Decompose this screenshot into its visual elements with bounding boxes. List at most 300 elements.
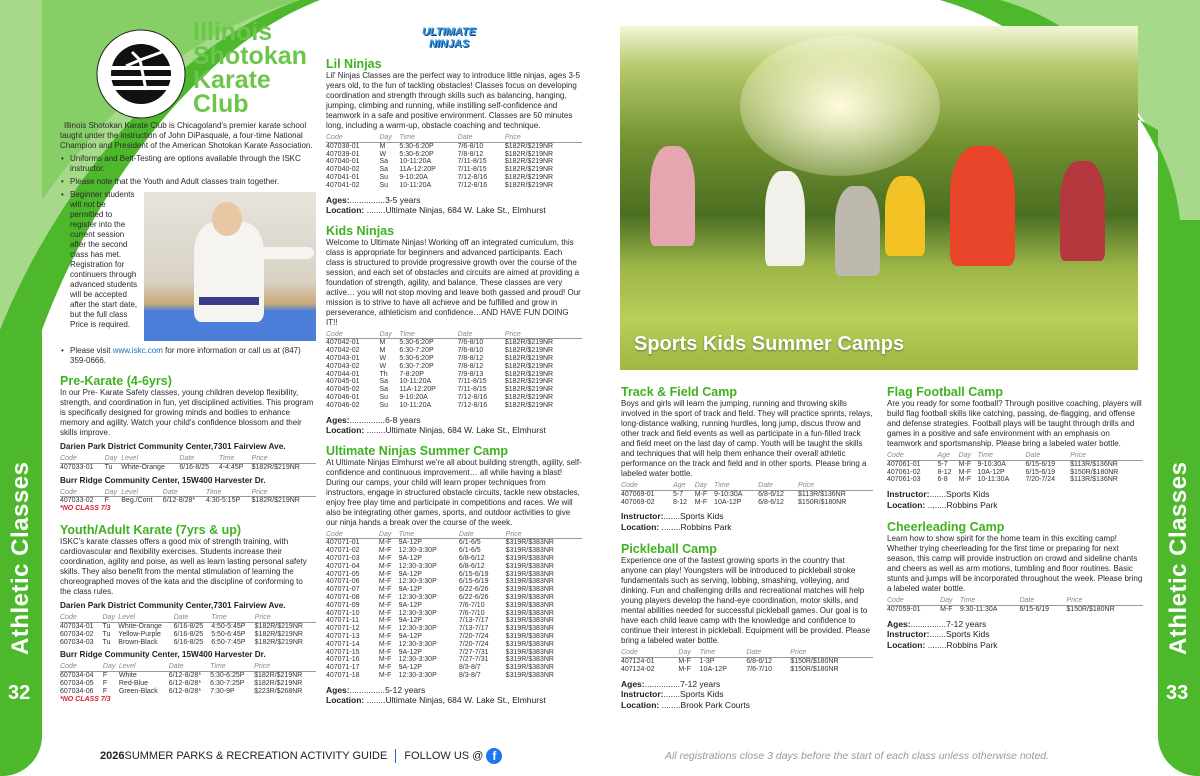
table-cell: 5:30-6:25P [210, 672, 245, 680]
table-cell: 9A-12P [398, 554, 422, 562]
column-header: Time [206, 489, 252, 497]
table-cell: 9A-12P [398, 632, 422, 640]
table-cell: Sa [379, 378, 389, 386]
table-cell: M-F [378, 671, 392, 679]
table-cell: 9A-12P [398, 586, 422, 594]
table-cell: 407069-02 [621, 498, 655, 506]
prekarate-table-darien [60, 455, 316, 472]
table-cell: 10A-12P [714, 498, 742, 506]
column-header: Time [210, 663, 254, 671]
table-cell: $150R/$180NR [790, 658, 839, 666]
column-header: Code [887, 452, 938, 460]
table-cell: M-F [378, 648, 392, 656]
kids-ages: Ages: ..... 6-8 years [326, 415, 582, 426]
table-cell: 5:30-6:20P [399, 142, 434, 150]
table-cell: 9A-12P [398, 664, 422, 672]
table-cell: 607034-04 [60, 672, 94, 680]
column-header: Date [746, 649, 790, 657]
table-row [887, 476, 1143, 484]
table-cell: White-Orange [118, 622, 162, 630]
table-cell: 407042-02 [326, 347, 360, 355]
table-row [326, 182, 582, 190]
track-pickle-column [621, 385, 873, 710]
lil-ninjas-desc: Lil' Ninjas Classes are the perfect way to introduce little ninjas, ages 3-5 years old, to the fun of tackling obstacles! Classes focus on developing coordination and strength through skills such as balancing, hanging, jumping, climbing and running, while instilling self-confidence and teamwork in a safe and positive environment. Classes are 50 minutes long, including a warm-up, obstacle coaching and technique. [326, 71, 581, 130]
ultimate-camp-title: Ultimate Ninjas Summer Camp [326, 443, 508, 458]
table-cell: $182R/$219NR [504, 150, 554, 158]
table-cell: 407071-02 [326, 547, 360, 555]
table-cell: Beg./Cont [121, 497, 153, 505]
table-cell: M-F [378, 625, 392, 633]
footer-disclaimer: All registrations close 3 days before the start of each class unless otherwise noted. [665, 750, 1050, 762]
column-header: Code [326, 531, 379, 539]
table-cell: 407061-03 [887, 476, 921, 484]
table-cell: 6/15-6/19 [1019, 605, 1050, 613]
table-row [60, 639, 316, 647]
table-cell: W [379, 362, 387, 370]
cheer-ages: Ages: ..... 7-12 years [887, 619, 1143, 630]
table-cell: $113R/$136NR [1070, 476, 1118, 484]
column-header: Time [219, 455, 252, 463]
column-header: Date [1025, 452, 1070, 460]
table-row [326, 339, 582, 347]
table-cell: 7/20-7/24 [458, 640, 489, 648]
table-cell: M [379, 339, 386, 347]
table-cell: 9A-12P [398, 570, 422, 578]
table-cell: $150R/$180NR [790, 665, 839, 673]
column-header: Level [121, 489, 163, 497]
column-header: Day [103, 614, 119, 622]
table-cell: 6/16-8/25 [173, 630, 204, 638]
table-cell: 9A-12P [398, 648, 422, 656]
table-cell: 10-11:20A [399, 158, 432, 166]
youth-location-2: Burr Ridge Community Center, 15W400 Harvester Dr. [60, 650, 266, 660]
lil-ages: Ages: ..... 3-5 years [326, 195, 582, 206]
table-cell: 607034-06 [60, 687, 94, 695]
table-cell: 11A-12:20P [399, 166, 436, 174]
column-header: Time [399, 331, 457, 339]
table-cell: 407033-01 [60, 463, 94, 471]
column-header: Price [255, 614, 316, 622]
table-row [326, 664, 582, 672]
page-number-left: 32 [8, 682, 31, 704]
table-cell: 10A-12P [977, 468, 1005, 476]
table-cell: 7/11-8/15 [457, 166, 487, 174]
table-cell: $319R/$383NR [505, 562, 554, 570]
table-cell: 6/22-6/26 [458, 586, 489, 594]
table-cell: 7/12-8/16 [457, 401, 488, 409]
table-cell: 407071-17 [326, 664, 360, 672]
table-cell: Tu [102, 638, 111, 646]
table-cell: 10-11:20A [399, 401, 432, 409]
prekarate-title: Pre-Karate (4-6yrs) [60, 374, 172, 388]
table-cell: $182R/$219NR [251, 497, 300, 505]
table-row [326, 610, 582, 618]
table-cell: 7/13-7/17 [458, 617, 489, 625]
footer-follow: FOLLOW US @ [404, 750, 484, 762]
table-cell: 12:30-3:30P [398, 547, 437, 555]
table-row [326, 649, 582, 657]
table-cell: 4:30-5:15P [205, 497, 241, 505]
column-header: Day [959, 452, 978, 460]
table-cell: 407071-09 [326, 601, 360, 609]
table-header [326, 331, 582, 339]
table-cell: 7/11-8/15 [457, 386, 487, 394]
table-cell: 8/3-8/7 [458, 664, 481, 672]
table-cell: 10-11:20A [399, 378, 432, 386]
title-line: Illinois [193, 18, 273, 46]
section-label-right: Athletic Classes [1165, 461, 1192, 655]
flag-location: Location: ........ Robbins Park [887, 500, 1143, 511]
table-row [887, 469, 1143, 477]
table-row [326, 363, 582, 371]
table-cell: $182R/$219NR [504, 401, 554, 409]
table-cell: 407033-02 [60, 497, 94, 505]
table-cell: $113R/$136NR [1070, 460, 1118, 468]
table-cell: 407046-01 [326, 393, 360, 401]
table-cell: $319R/$383NR [505, 601, 554, 609]
column-header: Date [163, 489, 206, 497]
table-cell: $319R/$383NR [505, 593, 554, 601]
column-header: Day [940, 597, 960, 605]
table-cell: 407071-12 [326, 625, 360, 633]
footer-guide [100, 748, 502, 764]
table-cell: 8-12 [672, 498, 687, 506]
kids-ninjas-title: Kids Ninjas [326, 223, 395, 238]
youth-table-burr-ridge [60, 663, 316, 695]
table-cell: M-F [378, 601, 392, 609]
table-cell: Th [379, 370, 388, 378]
table-cell: 7/8-8/12 [457, 150, 484, 158]
column-header: Price [252, 489, 316, 497]
table-cell: White [118, 672, 137, 680]
prekarate-location-2: Burr Ridge Community Center, 15W400 Harvester Dr. [60, 475, 266, 485]
table-cell: F [102, 679, 108, 687]
table-cell: 12:30-3:30P [398, 625, 437, 633]
table-cell: M-F [378, 609, 392, 617]
cheer-desc: Learn how to show spirit for the home team in this exciting camp! Whether trying cheerleading for the first time or preparing for next season, this camp will provide instruction on crowd and sideline chants and cheers as well as arm motions, tumbling and floor routines. Basic stunts and jumps will be incorporated throughout the week. Please bring a labeled water bottle. [887, 534, 1143, 594]
table-header [326, 531, 582, 539]
table-cell: 9:30-11:30A [959, 605, 998, 613]
column-header: Day [678, 649, 699, 657]
table-cell: Su [379, 393, 389, 401]
table-row [326, 656, 582, 664]
table-row [326, 602, 582, 610]
column-header: Price [506, 531, 582, 539]
table-row [326, 594, 582, 602]
table-cell: 6/16-8/25 [173, 622, 204, 630]
table-cell: 407124-02 [621, 665, 655, 673]
table-row [326, 174, 582, 182]
table-cell: 407040-01 [326, 158, 360, 166]
table-cell: 12:30-3:30P [398, 640, 437, 648]
bullet-youth-adult: • Please note that the Youth and Adult classes train together. [60, 177, 316, 187]
column-header: Day [379, 331, 399, 339]
table-cell: $182R/$219NR [504, 362, 554, 370]
table-row [326, 355, 582, 363]
section-label-left: Athletic Classes [7, 461, 34, 655]
table-cell: 407071-10 [326, 609, 360, 617]
photo-caption: Sports Kids Summer Camps [634, 333, 905, 355]
table-cell: $319R/$383NR [505, 664, 554, 672]
table-cell: $182R/$219NR [504, 142, 554, 150]
table-cell: Su [379, 173, 389, 181]
ultimate-camp-table [326, 531, 582, 680]
table-cell: 6/1-6/5 [458, 547, 481, 555]
table-cell: Red-Blue [118, 679, 149, 687]
column-header: Code [60, 614, 103, 622]
table-cell: 7/6-8/10 [457, 347, 484, 355]
table-header [887, 452, 1143, 460]
table-cell: $182R/$219NR [504, 181, 554, 189]
table-cell: 7/6-8/10 [457, 339, 484, 347]
youth-table-darien [60, 614, 316, 646]
table-cell: 407042-01 [326, 339, 360, 347]
table-cell: 12:30-3:30P [398, 656, 437, 664]
table-row [326, 378, 582, 386]
table-row [60, 631, 316, 639]
iskc-title [193, 20, 307, 116]
table-cell: 6/16-8/25 [173, 638, 204, 646]
table-cell: 5:30-6:20P [399, 150, 434, 158]
table-cell: 6/12-8/28* [168, 687, 202, 695]
table-cell: 407059-01 [887, 605, 921, 613]
table-cell: 6/15-6/19 [458, 570, 489, 578]
track-title: Track & Field Camp [621, 385, 738, 399]
table-cell: F [102, 687, 108, 695]
sports-kids-photo [620, 26, 1138, 370]
column-header: Time [700, 649, 747, 657]
table-cell: 6/15-6/19 [458, 578, 489, 586]
column-header: Age [673, 482, 695, 490]
table-cell: 7/9-8/13 [457, 370, 484, 378]
table-cell: $319R/$383NR [505, 609, 554, 617]
table-cell: $182R/$219NR [504, 339, 554, 347]
table-cell: 6/12-8/28* [168, 672, 202, 680]
table-row [326, 158, 582, 166]
table-cell: 7:30-9P [210, 687, 235, 695]
column-header: Date [458, 331, 505, 339]
youth-location-1: Darien Park District Community Center,7301 Fairview Ave. [60, 601, 286, 611]
column-header: Time [714, 482, 758, 490]
table-row [326, 633, 582, 641]
pickleball-title: Pickleball Camp [621, 542, 717, 557]
table-cell: $182R/$219NR [504, 393, 554, 401]
table-cell: M-F [378, 593, 392, 601]
table-cell: 407071-04 [326, 562, 360, 570]
table-cell: 407124-01 [621, 658, 655, 666]
table-cell: $319R/$383NR [505, 648, 554, 656]
table-cell: Sa [379, 386, 389, 394]
prekarate-table-burr-ridge [60, 489, 316, 506]
table-cell: 7/27-7/31 [458, 656, 489, 664]
table-cell: 6/1-6/5 [458, 539, 481, 547]
facebook-icon[interactable]: f [486, 748, 502, 764]
table-cell: 6:30-7:25P [210, 679, 245, 687]
table-cell: M-F [958, 468, 972, 476]
table-cell: $319R/$383NR [505, 586, 554, 594]
table-cell: 6/12-8/28* [168, 679, 202, 687]
table-row [60, 622, 316, 630]
table-cell: 6/22-6/26 [458, 593, 489, 601]
table-cell: $182R/$219NR [504, 354, 554, 362]
table-cell: 407071-07 [326, 586, 360, 594]
table-cell: 407045-01 [326, 378, 360, 386]
column-header: Date [758, 482, 798, 490]
table-cell: White-Orange [121, 463, 165, 471]
column-header: Price [252, 455, 316, 463]
column-header: Price [1066, 597, 1143, 605]
table-cell: 7/6-8/10 [457, 142, 484, 150]
table-row [621, 666, 873, 674]
table-cell: M-F [958, 460, 972, 468]
column-header: Time [211, 614, 254, 622]
kids-ninjas-table [326, 331, 582, 410]
table-cell: $182R/$219NR [504, 378, 554, 386]
table-cell: 407061-02 [887, 468, 921, 476]
cheer-instructor: Instructor: ....... Sports Kids [887, 629, 1143, 640]
table-cell: 1-3P [699, 658, 715, 666]
table-cell: $319R/$383NR [505, 578, 554, 586]
column-header: Day [105, 455, 122, 463]
table-row [326, 563, 582, 571]
table-cell: 12:30-3:30P [398, 671, 437, 679]
column-header: Time [977, 452, 1025, 460]
table-cell: 7-8:20P [399, 370, 424, 378]
table-cell: $223R/$268NR [254, 687, 303, 695]
table-cell: 7/6-7/10 [458, 601, 485, 609]
table-cell: Brown-Black [118, 638, 158, 646]
table-cell: M-F [378, 656, 392, 664]
table-cell: 607034-03 [60, 638, 94, 646]
title-line: Shotokan [193, 42, 307, 70]
table-cell: $182R/$219NR [254, 622, 303, 630]
table-cell: 6/8-6/12 [758, 490, 784, 498]
table-cell: M-F [378, 547, 392, 555]
table-cell: M-F [378, 562, 392, 570]
footer-guide-title: SUMMER PARKS & RECREATION ACTIVITY GUIDE [124, 750, 388, 762]
table-cell: 7/6-7/10 [746, 665, 772, 673]
column-header: Time [399, 531, 459, 539]
ultimate-ninjas-logo: ULTIMATE NINJAS [422, 26, 476, 50]
table-row [326, 539, 582, 547]
table-cell: 7/12-8/16 [457, 173, 488, 181]
table-cell: $150R/$180NR [798, 498, 847, 506]
table-row [621, 490, 873, 498]
table-cell: 407044-01 [326, 370, 360, 378]
column-header: Code [887, 597, 940, 605]
prekarate-desc: In our Pre- Karate Safety classes, young children develop flexibility, strength, and coordination in fun, yet disciplined activities. This program is specifically designed for growing minds and bodies to enhance memory and agility. Watch your child's confidence blossom and their skills improve. [60, 388, 314, 437]
kids-ninjas-desc: Welcome to Ultimate Ninjas! Working off an integrated curriculum, this class is appropriate for beginners and advanced participants. Each class is structured to provide progressive growth over the course of the session, and each set of obstacles and circuits are aimed at providing a foundation of strength, agility, and balance. These classes are very active… you will not stop moving and leave both gassed and proud! Our mission is to strive to have all achieve and be fulfilled and grow in perseverance, athleticism and confidence…AND HAVE FUN DOING IT!! [326, 237, 581, 327]
table-cell: M-F [378, 586, 392, 594]
table-row [326, 347, 582, 355]
pickleball-desc: Experience one of the fastest growing sports in the country that anyone can play! Youngsters will be introduced to pickleball stroke fundamentals such as serving, lobbing, smashing, volleying, and dinking. Fun and challenging drills and recreational matches will help young players develop the hand-eye coordination, motor skills, and mental abilities needed for successful pickleball games. Our goal is to have each child leave camp with the knowledge and confidence to continue their interest in pickleball. Equipment will be provided. Please bring a labeled water bottle. [621, 556, 871, 646]
cheer-table [887, 597, 1143, 614]
table-cell: 6:50-7:45P [211, 638, 246, 646]
table-cell: 407043-02 [326, 362, 360, 370]
table-cell: 9A-12P [398, 601, 422, 609]
table-row [326, 625, 582, 633]
column-header: Date [174, 614, 212, 622]
table-cell: 5:30-6:20P [399, 339, 434, 347]
column-header: Price [798, 482, 873, 490]
track-instructor: Instructor: ....... Sports Kids [621, 511, 873, 522]
table-cell: 8/3-8/7 [458, 671, 481, 679]
table-row [326, 166, 582, 174]
table-row [621, 499, 873, 507]
table-cell: 407071-14 [326, 640, 360, 648]
pickle-instructor: Instructor: ....... Sports Kids [621, 689, 873, 700]
table-cell: M-F [378, 554, 392, 562]
table-cell: 4:50-5:45P [211, 622, 246, 630]
iskc-website-link[interactable]: www.iskc.com [112, 346, 163, 355]
table-cell: W [379, 354, 387, 362]
table-row [326, 586, 582, 594]
cheer-location: Location: ........ Robbins Park [887, 640, 1143, 651]
table-cell: 407071-13 [326, 632, 360, 640]
table-cell: 407061-01 [887, 460, 921, 468]
ultimate-camp-desc: At Ultimate Ninjas Elmhurst we're all about building strength, agility, self-confidence and continuous improvement… all while having a blast! During our camps, your child will learn proper techniques from instructors, engage in structured obstacle circuits, tackle new obstacles, enjoy free play time and participate in competitions and races. We will also be integrating other games, sports, and outdoor activities to give our ninja hands a break over the course of the week. [326, 457, 582, 527]
table-cell: 8-12 [937, 468, 952, 476]
table-cell: 6/12-8/28* [162, 497, 196, 505]
ucamp-location: Location: ........ Ultimate Ninjas, 684 W. Lake St., Elmhurst [326, 695, 582, 706]
iskc-intro: Illinois Shotokan Karate Club is Chicagoland's premier karate school taught under the instruction of John DiPasquale, a four-time National Champion and President of the American Shotokan Karate Association. [60, 121, 313, 150]
visit-text-post: for more information or call us at (847) 359-0666. [70, 346, 301, 365]
table-cell: Sa [379, 166, 389, 174]
cheer-title: Cheerleading Camp [887, 520, 1005, 535]
table-cell: 9A-12P [398, 539, 422, 547]
flag-cheer-column [887, 385, 1143, 650]
table-cell: 7/12-8/16 [457, 181, 488, 189]
column-header: Code [60, 663, 103, 671]
table-cell: 407071-16 [326, 656, 360, 664]
bullet-visit [60, 346, 316, 366]
no-class-note: *NO CLASS 7/3 [60, 695, 111, 703]
column-header: Level [118, 614, 173, 622]
table-cell: 607034-02 [60, 630, 94, 638]
column-header: Time [960, 597, 1020, 605]
column-header: Day [103, 663, 119, 671]
table-row [326, 641, 582, 649]
table-row [326, 371, 582, 379]
table-row [60, 497, 316, 505]
table-cell: 407071-05 [326, 570, 360, 578]
table-cell: 6/8-6/12 [758, 498, 784, 506]
lil-location: Location: ........ Ultimate Ninjas, 684 W. Lake St., Elmhurst [326, 205, 582, 216]
table-cell: F [104, 497, 109, 505]
table-cell: M-F [378, 539, 392, 547]
table-cell: $150R/$180NR [1070, 468, 1119, 476]
lil-ninjas-title: Lil Ninjas [326, 57, 382, 71]
column-header: Level [121, 455, 179, 463]
table-row [326, 394, 582, 402]
column-header: Code [60, 489, 105, 497]
table-cell: $319R/$383NR [505, 570, 554, 578]
table-cell: M-F [678, 665, 691, 673]
column-header: Day [105, 489, 122, 497]
table-cell: $113R/$136NR [798, 490, 846, 498]
table-cell: 9-10:20A [399, 393, 428, 401]
column-header: Code [326, 134, 379, 142]
table-cell: M-F [378, 632, 392, 640]
table-cell: 7/6-7/10 [458, 609, 485, 617]
table-cell: $150R/$180NR [1066, 605, 1115, 613]
table-cell: 12:30-3:30P [398, 578, 437, 586]
track-location: Location: ........ Robbins Park [621, 522, 873, 533]
column-header: Code [326, 331, 379, 339]
table-header [60, 455, 316, 463]
table-cell: 407040-02 [326, 166, 360, 174]
ucamp-ages: Ages: ..... 5-12 years [326, 685, 582, 696]
